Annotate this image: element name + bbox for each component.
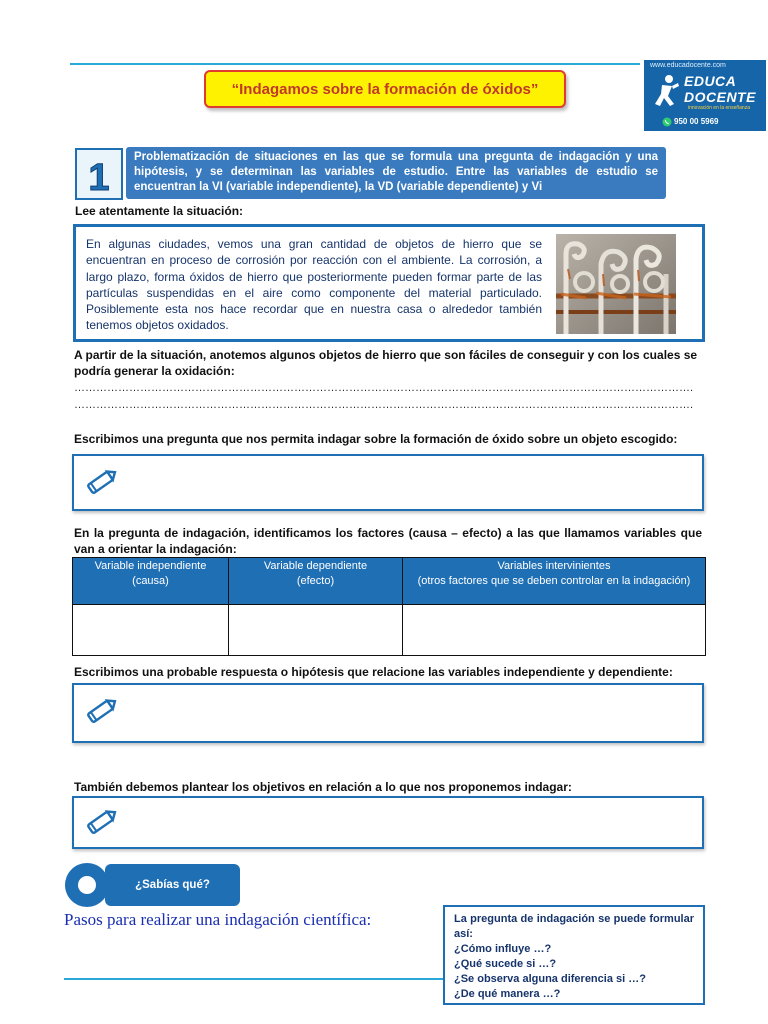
question-prompt: Escribimos una pregunta que nos permita indagar sobre la formación de óxido sobre un objeto escogido: [74,432,678,446]
problem-statement: Problematización de situaciones en las que se formula una pregunta de indagación y una hipótesis, y se determinan las variables de estudio. Entre las variables de estudio se encuentran la VI (variable independiente), la VD (variable dependiente) y Vi [126,147,666,199]
answer-line-2[interactable]: ……………………………………………………………………………………………………………………………………………………. [74,399,694,411]
logo-brand-line2: DOCENTE [684,89,756,105]
situation-box [73,224,705,342]
variables-table [72,557,706,656]
page-title: “Indagamos sobre la formación de óxidos” [204,70,566,108]
objectives-prompt: También debemos plantear los objetivos en relación a lo que nos proponemos indagar: [74,780,572,794]
whatsapp-icon [662,117,672,127]
cell-intervening[interactable] [403,605,706,656]
header-dependent: Variable dependiente (efecto) [229,558,403,605]
hypothesis-prompt: Escribimos una probable respuesta o hipótesis que relacione las variables independiente y dependiente: [74,665,673,679]
answer-line-1[interactable]: ……………………………………………………………………………………………………………………………………………………. [74,382,694,394]
hypothesis-answer-box[interactable] [72,683,704,743]
objects-prompt: A partir de la situación, anotemos algunos objetos de hierro que son fáciles de conseguir y con los cuales se podría generar la oxidación: [74,348,698,378]
variables-prompt: En la pregunta de indagación, identificamos los factores (causa – efecto) a las que llamamos variables que van a orientar la indagación: [74,526,702,556]
question-format-item: ¿Se observa alguna diferencia si …? [454,973,646,985]
question-formats-intro: La pregunta de indagación se puede formular así: [454,913,694,940]
logo-phone: 950 00 5969 [674,117,719,126]
logo-url: www.educadocente.com [650,62,726,69]
cell-independent[interactable] [73,605,229,656]
cell-dependent[interactable] [229,605,403,656]
running-person-icon [650,74,680,114]
situation-text: En algunas ciudades, vemos una gran cantidad de objetos de hierro que se encuentran en proceso de corrosión por reacción con el ambiente. La corrosión, a largo plazo, forma óxidos de hierro que posteriormente pueden formar parte de las partículas suspendidas en el aire como componente del material particulado. Posiblemente esta nos hace recordar que en nuestra casa o alrededor también tenemos objetos oxidados. [86,237,542,333]
number-one-graphic [82,154,116,194]
logo-tagline: innovación en la enseñanza [688,105,750,111]
sabias-que-banner [65,863,240,907]
rusted-iron-fence-image [556,234,676,334]
objectives-answer-box[interactable] [72,796,704,849]
pencil-icon [84,697,118,725]
header-intervening: Variables intervinientes (otros factores que se deben controlar en la indagación) [403,558,706,605]
circle-icon [65,863,109,907]
question-format-item: ¿Qué sucede si …? [454,958,557,970]
educadocente-logo[interactable] [644,60,766,131]
top-rule [70,63,640,65]
logo-brand-line1: EDUCA [684,73,737,89]
question-formats-box [443,905,705,1005]
sabias-que-label: ¿Sabías qué? [105,864,240,906]
pencil-icon [84,808,118,836]
step-number-badge [75,148,123,200]
question-format-item: ¿Cómo influye …? [454,943,552,955]
question-format-item: ¿De qué manera …? [454,988,561,1000]
pencil-icon [84,468,118,496]
question-answer-box[interactable] [72,454,704,511]
steps-title: Pasos para realizar una indagación científica: [64,910,372,929]
header-independent: Variable independiente (causa) [73,558,229,605]
reading-label: Lee atentamente la situación: [75,204,244,218]
step-number: 1 [88,157,110,194]
